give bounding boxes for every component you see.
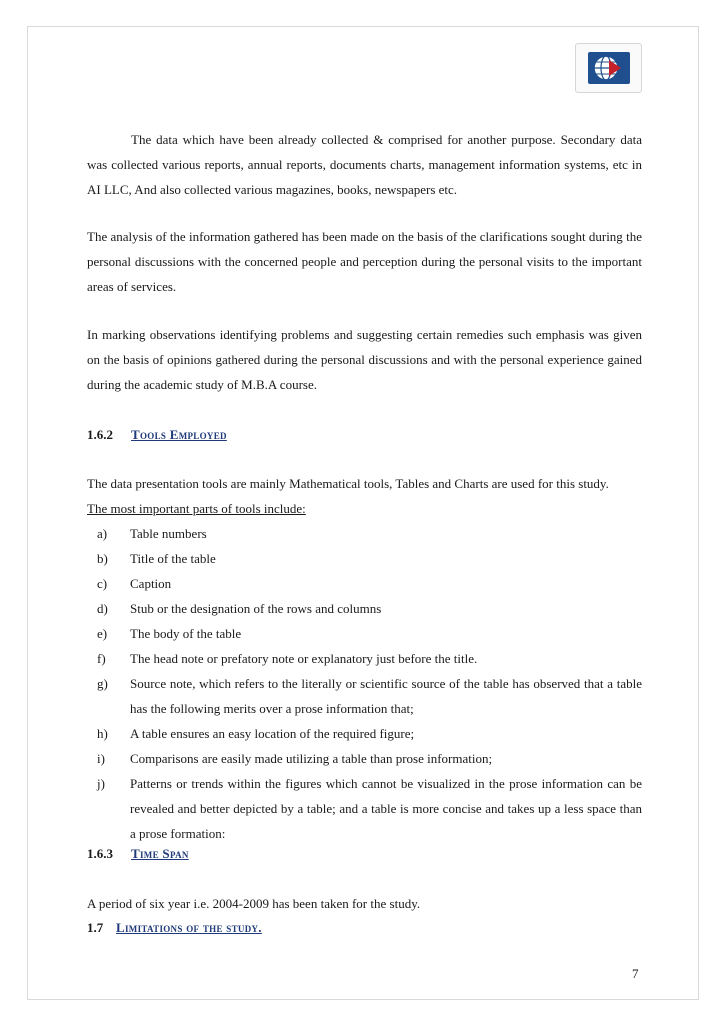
- section-title: Time Span: [131, 846, 189, 861]
- tools-list: [87, 521, 642, 846]
- list-item: h) A table ensures an easy location of the required figure;: [97, 726, 415, 741]
- list-item: g) Source note, which refers to the literally or scientific source of the table has observed that a table has the following merits over a prose information that;: [97, 676, 642, 716]
- tools-intro: The data presentation tools are mainly Mathematical tools, Tables and Charts are used for this study.: [87, 476, 609, 491]
- globe-logo-icon: [587, 51, 631, 85]
- section-heading-tools: [87, 426, 227, 444]
- list-item: e) The body of the table: [97, 626, 242, 641]
- time-span-text: A period of six year i.e. 2004-2009 has been taken for the study.: [87, 896, 421, 911]
- section-heading-limitations: [87, 919, 262, 937]
- list-item: d) Stub or the designation of the rows and columns: [97, 601, 382, 616]
- tools-section-body: [87, 471, 642, 846]
- observations-paragraph: [87, 322, 642, 397]
- tools-list-heading: The most important parts of tools include:: [87, 501, 306, 516]
- list-item: i) Comparisons are easily made utilizing a table than prose information;: [97, 751, 493, 766]
- list-item: c) Caption: [97, 576, 172, 591]
- section-heading-time-span: [87, 845, 189, 863]
- secondary-data-paragraph: [87, 127, 642, 202]
- paragraph-text: The data which have been already collected & comprised for another purpose. Secondary data was collected various reports, annual reports, documents charts, management information systems, etc in AI LLC, And also collected various magazines, books, newspapers etc.: [87, 132, 642, 197]
- paragraph-text: In marking observations identifying problems and suggesting certain remedies such emphasis was given on the basis of opinions gathered during the personal discussions and with the personal experience gained during the academic study of M.B.A course.: [87, 327, 642, 392]
- section-number: 1.6.2: [87, 427, 113, 442]
- list-item: f) The head note or prefatory note or explanatory just before the title.: [97, 651, 478, 666]
- paragraph-text: The analysis of the information gathered has been made on the basis of the clarifications sought during the personal discussions with the concerned people and perception during the personal visits to the important areas of services.: [87, 229, 642, 294]
- section-title: Tools Employed: [131, 427, 227, 442]
- time-span-body: [87, 891, 642, 916]
- section-number: 1.7: [87, 920, 104, 935]
- analysis-paragraph: [87, 224, 642, 299]
- page-number: 7: [632, 966, 639, 981]
- company-logo: [575, 43, 642, 93]
- section-title: Limitations of the study.: [116, 920, 262, 935]
- list-item: a) Table numbers: [97, 526, 207, 541]
- list-item: b) Title of the table: [97, 551, 216, 566]
- section-number: 1.6.3: [87, 846, 113, 861]
- list-item: j) Patterns or trends within the figures which cannot be visualized in the prose information can be revealed and better depicted by a table; and a table is more concise and takes up a less space than a prose formation:: [97, 776, 642, 841]
